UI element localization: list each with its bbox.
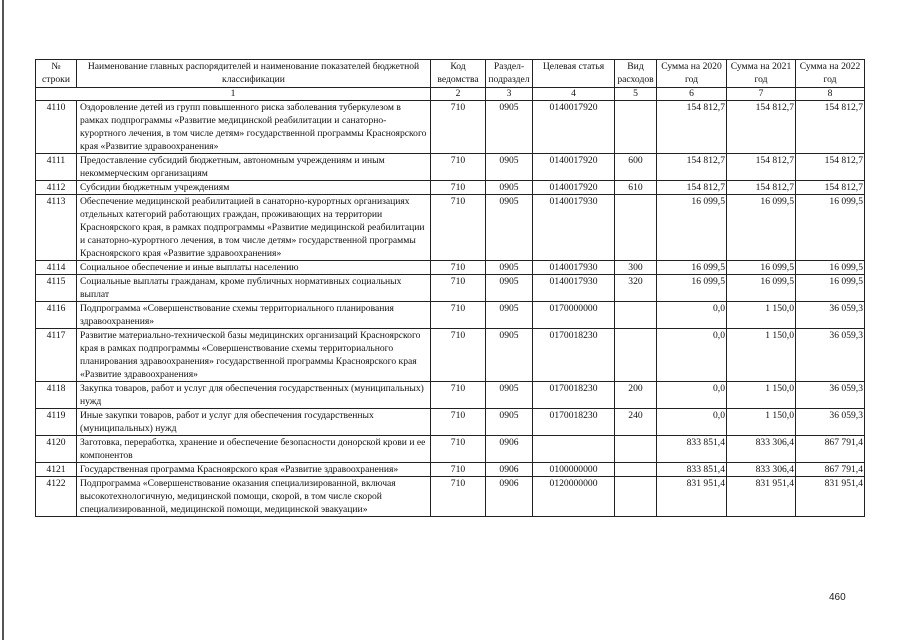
row-target-article: 0120000000 <box>533 477 615 517</box>
row-target-article: 0140017920 <box>533 154 615 181</box>
row-expense-type: 200 <box>615 382 657 409</box>
row-sum-2022: 16 099,5 <box>796 261 865 275</box>
table-row <box>36 382 865 409</box>
row-department-code: 710 <box>431 195 486 261</box>
table-row <box>36 463 865 477</box>
row-section: 0905 <box>486 261 533 275</box>
row-section: 0905 <box>486 101 533 154</box>
table-row <box>36 409 865 436</box>
row-sum-2020: 0,0 <box>657 329 727 382</box>
row-expense-type <box>615 329 657 382</box>
row-sum-2021: 1 150,0 <box>727 382 796 409</box>
row-name: Предоставление субсидий бюджетным, автономным учреждениям и иным некоммерческим организациям <box>77 154 431 181</box>
row-target-article: 0140017930 <box>533 195 615 261</box>
row-sum-2020: 16 099,5 <box>657 275 727 302</box>
row-sum-2022: 154 812,7 <box>796 101 865 154</box>
row-sum-2021: 154 812,7 <box>727 181 796 195</box>
row-number: 4115 <box>36 275 77 302</box>
row-sum-2021: 16 099,5 <box>727 275 796 302</box>
row-expense-type <box>615 195 657 261</box>
row-sum-2022: 36 059,3 <box>796 409 865 436</box>
column-number: 6 <box>657 88 727 101</box>
row-sum-2020: 0,0 <box>657 302 727 329</box>
row-sum-2021: 1 150,0 <box>727 329 796 382</box>
row-section: 0905 <box>486 181 533 195</box>
row-sum-2020: 154 812,7 <box>657 101 727 154</box>
table-row <box>36 477 865 517</box>
row-sum-2020: 154 812,7 <box>657 154 727 181</box>
row-target-article: 0100000000 <box>533 463 615 477</box>
header-name: Наименование главных распорядителей и наименование показателей бюджетной классификации <box>77 60 431 88</box>
row-department-code: 710 <box>431 409 486 436</box>
row-name: Субсидии бюджетным учреждениям <box>77 181 431 195</box>
row-name: Закупка товаров, работ и услуг для обеспечения государственных (муниципальных) нужд <box>77 382 431 409</box>
row-section: 0905 <box>486 195 533 261</box>
row-expense-type: 320 <box>615 275 657 302</box>
row-department-code: 710 <box>431 329 486 382</box>
row-sum-2021: 154 812,7 <box>727 154 796 181</box>
column-number: 5 <box>615 88 657 101</box>
row-name: Оздоровление детей из групп повышенного риска заболевания туберкулезом в рамках подпрограммы «Развитие медицинской реабилитации и санаторно-курортного лечения, в том числе детям» государственной программы Красноярского края «Развитие здравоохранения» <box>77 101 431 154</box>
row-section: 0905 <box>486 382 533 409</box>
row-target-article: 0140017930 <box>533 261 615 275</box>
row-expense-type: 240 <box>615 409 657 436</box>
row-number: 4116 <box>36 302 77 329</box>
row-number: 4110 <box>36 101 77 154</box>
row-sum-2020: 0,0 <box>657 382 727 409</box>
row-number: 4118 <box>36 382 77 409</box>
row-section: 0905 <box>486 302 533 329</box>
column-number: 3 <box>486 88 533 101</box>
column-number: 8 <box>796 88 865 101</box>
row-sum-2020: 154 812,7 <box>657 181 727 195</box>
row-sum-2022: 154 812,7 <box>796 181 865 195</box>
row-sum-2021: 833 306,4 <box>727 436 796 463</box>
table-row <box>36 329 865 382</box>
row-number: 4121 <box>36 463 77 477</box>
column-number: 1 <box>36 88 431 101</box>
row-sum-2022: 867 791,4 <box>796 463 865 477</box>
row-expense-type <box>615 463 657 477</box>
row-sum-2022: 16 099,5 <box>796 275 865 302</box>
table-row <box>36 101 865 154</box>
row-number: 4117 <box>36 329 77 382</box>
row-expense-type <box>615 436 657 463</box>
row-target-article: 0140017930 <box>533 275 615 302</box>
row-department-code: 710 <box>431 477 486 517</box>
row-number: 4113 <box>36 195 77 261</box>
page-number: 460 <box>829 592 846 603</box>
row-sum-2021: 833 306,4 <box>727 463 796 477</box>
row-name: Обеспечение медицинской реабилитацией в санаторно-курортных организациях отдельных категорий работающих граждан, проживающих на территории Красноярского края, в рамках подпрограммы «Развитие медицинской реабилитации и санаторно-курортного лечения, в том числе детям» государственной программы Красноярского края «Развитие здравоохранения» <box>77 195 431 261</box>
row-department-code: 710 <box>431 275 486 302</box>
row-sum-2022: 831 951,4 <box>796 477 865 517</box>
row-sum-2021: 1 150,0 <box>727 302 796 329</box>
table-row <box>36 154 865 181</box>
row-target-article <box>533 436 615 463</box>
row-number: 4114 <box>36 261 77 275</box>
header-department-code: Код ведомства <box>431 60 486 88</box>
row-section: 0906 <box>486 436 533 463</box>
row-sum-2022: 36 059,3 <box>796 329 865 382</box>
row-expense-type <box>615 477 657 517</box>
row-sum-2020: 0,0 <box>657 409 727 436</box>
row-target-article: 0170018230 <box>533 329 615 382</box>
budget-table-wrapper <box>35 59 864 517</box>
row-number: 4122 <box>36 477 77 517</box>
row-department-code: 710 <box>431 302 486 329</box>
table-row <box>36 181 865 195</box>
table-row <box>36 436 865 463</box>
row-section: 0905 <box>486 154 533 181</box>
row-department-code: 710 <box>431 261 486 275</box>
header-row-number: № строки <box>36 60 77 88</box>
row-sum-2020: 833 851,4 <box>657 436 727 463</box>
row-sum-2021: 1 150,0 <box>727 409 796 436</box>
row-sum-2020: 16 099,5 <box>657 261 727 275</box>
row-sum-2022: 36 059,3 <box>796 382 865 409</box>
row-name: Иные закупки товаров, работ и услуг для обеспечения государственных (муниципальных) нужд <box>77 409 431 436</box>
row-number: 4112 <box>36 181 77 195</box>
row-sum-2022: 36 059,3 <box>796 302 865 329</box>
row-expense-type: 600 <box>615 154 657 181</box>
scan-edge-line <box>2 0 4 640</box>
row-department-code: 710 <box>431 463 486 477</box>
column-number-row <box>36 88 865 101</box>
header-sum-2022: Сумма на 2022 год <box>796 60 865 88</box>
row-department-code: 710 <box>431 181 486 195</box>
row-name: Развитие материально-технической базы медицинских организаций Красноярского края в рамках подпрограммы «Совершенствование схемы территориального планирования здравоохранения» государственной программы Красноярского края «Развитие здравоохранения» <box>77 329 431 382</box>
row-sum-2022: 16 099,5 <box>796 195 865 261</box>
row-department-code: 710 <box>431 382 486 409</box>
table-row <box>36 195 865 261</box>
row-section: 0906 <box>486 463 533 477</box>
header-expense-type: Вид расходов <box>615 60 657 88</box>
table-row <box>36 302 865 329</box>
row-section: 0905 <box>486 409 533 436</box>
row-sum-2020: 833 851,4 <box>657 463 727 477</box>
header-section: Раздел-подраздел <box>486 60 533 88</box>
row-sum-2022: 154 812,7 <box>796 154 865 181</box>
row-target-article: 0140017920 <box>533 181 615 195</box>
row-name: Заготовка, переработка, хранение и обеспечение безопасности донорской крови и ее компонентов <box>77 436 431 463</box>
row-expense-type: 610 <box>615 181 657 195</box>
row-target-article: 0140017920 <box>533 101 615 154</box>
header-sum-2020: Сумма на 2020 год <box>657 60 727 88</box>
row-department-code: 710 <box>431 101 486 154</box>
row-section: 0905 <box>486 275 533 302</box>
row-name: Государственная программа Красноярского края «Развитие здравоохранения» <box>77 463 431 477</box>
row-expense-type <box>615 101 657 154</box>
row-department-code: 710 <box>431 436 486 463</box>
row-name: Подпрограмма «Совершенствование схемы территориального планирования здравоохранения» <box>77 302 431 329</box>
budget-table <box>35 59 865 517</box>
column-number: 4 <box>533 88 615 101</box>
header-row <box>36 60 865 88</box>
table-body <box>36 101 865 517</box>
row-section: 0906 <box>486 477 533 517</box>
row-target-article: 0170000000 <box>533 302 615 329</box>
row-number: 4119 <box>36 409 77 436</box>
row-name: Социальное обеспечение и иные выплаты населению <box>77 261 431 275</box>
row-target-article: 0170018230 <box>533 409 615 436</box>
row-number: 4120 <box>36 436 77 463</box>
column-number: 7 <box>727 88 796 101</box>
row-sum-2022: 867 791,4 <box>796 436 865 463</box>
row-sum-2021: 16 099,5 <box>727 195 796 261</box>
row-sum-2020: 16 099,5 <box>657 195 727 261</box>
header-target-article: Целевая статья <box>533 60 615 88</box>
row-target-article: 0170018230 <box>533 382 615 409</box>
column-number: 2 <box>431 88 486 101</box>
row-section: 0905 <box>486 329 533 382</box>
row-name: Подпрограмма «Совершенствование оказания специализированной, включая высокотехнологичную, медицинской помощи, скорой, в том числе скорой специализированной, медицинской помощи, медицинской эвакуации» <box>77 477 431 517</box>
row-sum-2020: 831 951,4 <box>657 477 727 517</box>
row-name: Социальные выплаты гражданам, кроме публичных нормативных социальных выплат <box>77 275 431 302</box>
row-sum-2021: 154 812,7 <box>727 101 796 154</box>
row-expense-type: 300 <box>615 261 657 275</box>
row-department-code: 710 <box>431 154 486 181</box>
row-number: 4111 <box>36 154 77 181</box>
table-row <box>36 275 865 302</box>
table-row <box>36 261 865 275</box>
row-expense-type <box>615 302 657 329</box>
header-sum-2021: Сумма на 2021 год <box>727 60 796 88</box>
row-sum-2021: 16 099,5 <box>727 261 796 275</box>
row-sum-2021: 831 951,4 <box>727 477 796 517</box>
